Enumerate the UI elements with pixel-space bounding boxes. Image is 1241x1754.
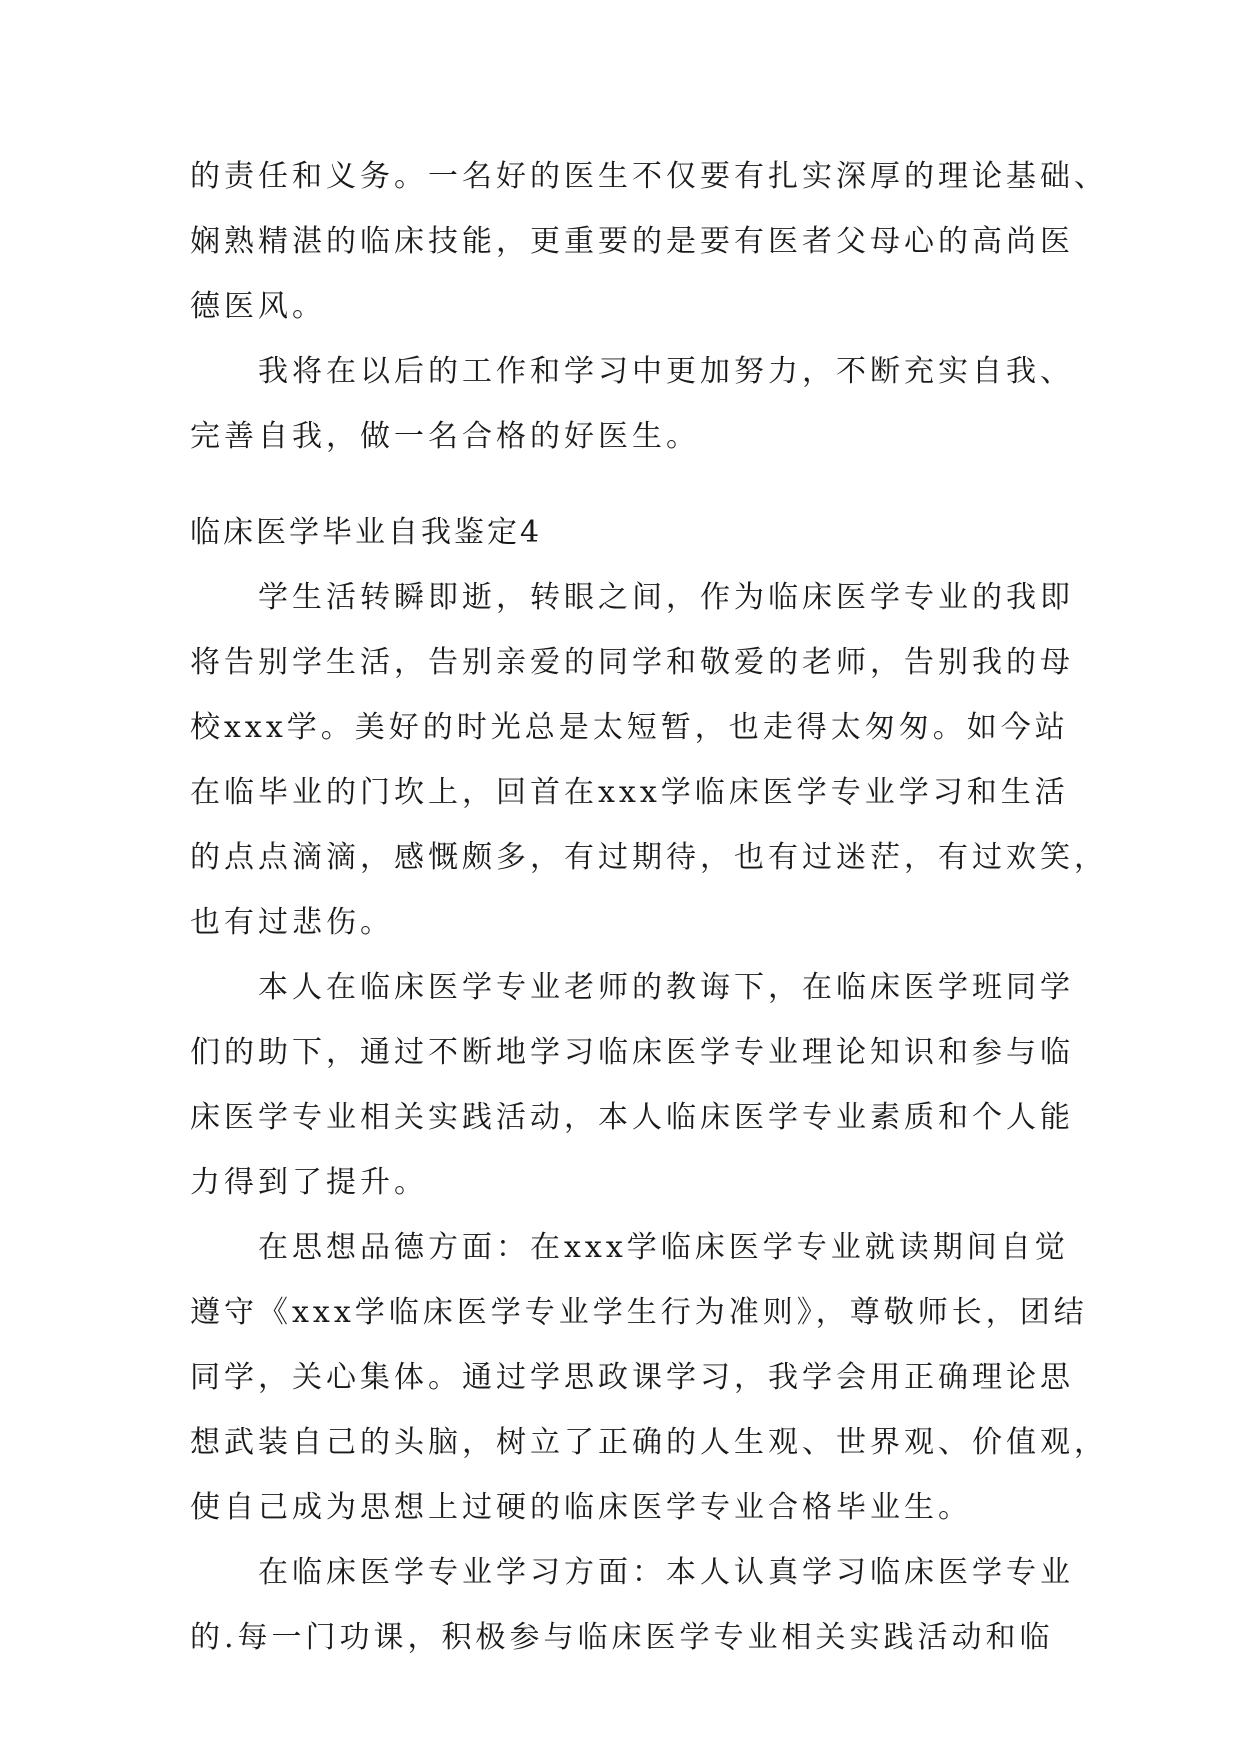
text-line: 校xxx学。美好的时光总是太短暂，也走得太匆匆。如今站	[190, 710, 1069, 745]
paragraph-1	[190, 579, 1108, 942]
text-line: 也有过悲伤。	[190, 905, 394, 940]
text-line: 我将在以后的工作和学习中更加努力，不断充实自我、	[258, 354, 1074, 389]
document-body	[190, 158, 1108, 1684]
text-line: 完善自我，做一名合格的好医生。	[190, 419, 700, 454]
text-line: 的.每一门功课，积极参与临床医学专业相关实践活动和临	[190, 1620, 1054, 1655]
text-line: 同学，关心集体。通过学思政课学习，我学会用正确理论思	[190, 1360, 1074, 1395]
text-line: 本人在临床医学专业老师的教诲下，在临床医学班同学	[258, 970, 1074, 1005]
section-heading-wrap	[190, 514, 1060, 552]
text-line: 德医风。	[190, 289, 326, 324]
section-heading: 临床医学毕业自我鉴定4	[190, 515, 543, 550]
paragraph-3	[190, 1229, 1108, 1527]
text-line: 力得到了提升。	[190, 1165, 428, 1200]
text-line: 在思想品德方面：在xxx学临床医学专业就读期间自觉	[258, 1230, 1069, 1265]
text-line: 学生活转瞬即逝，转眼之间，作为临床医学专业的我即	[258, 580, 1074, 615]
text-line: 的点点滴滴，感慨颇多，有过期待，也有过迷茫，有过欢笑，	[190, 840, 1108, 875]
text-line: 将告别学生活，告别亲爱的同学和敬爱的老师，告别我的母	[190, 645, 1074, 680]
text-line: 使自己成为思想上过硬的临床医学专业合格毕业生。	[190, 1490, 972, 1525]
intro-paragraph	[190, 158, 1108, 326]
text-line: 遵守《xxx学临床医学专业学生行为准则》，尊敬师长，团结	[190, 1295, 1088, 1330]
text-line: 在临床医学专业学习方面：本人认真学习临床医学专业	[258, 1555, 1074, 1590]
paragraph-2	[190, 969, 1074, 1202]
closing-paragraph	[190, 353, 1074, 456]
text-line: 娴熟精湛的临床技能，更重要的是要有医者父母心的高尚医	[190, 224, 1074, 259]
paragraph-4	[190, 1554, 1074, 1657]
text-line: 想武装自己的头脑，树立了正确的人生观、世界观、价值观，	[190, 1425, 1108, 1460]
text-line: 们的助下，通过不断地学习临床医学专业理论知识和参与临	[190, 1035, 1074, 1070]
text-line: 在临毕业的门坎上，回首在xxx学临床医学专业学习和生活	[190, 775, 1069, 810]
text-line: 床医学专业相关实践活动，本人临床医学专业素质和个人能	[190, 1100, 1074, 1135]
text-line: 的责任和义务。一名好的医生不仅要有扎实深厚的理论基础、	[190, 159, 1108, 194]
